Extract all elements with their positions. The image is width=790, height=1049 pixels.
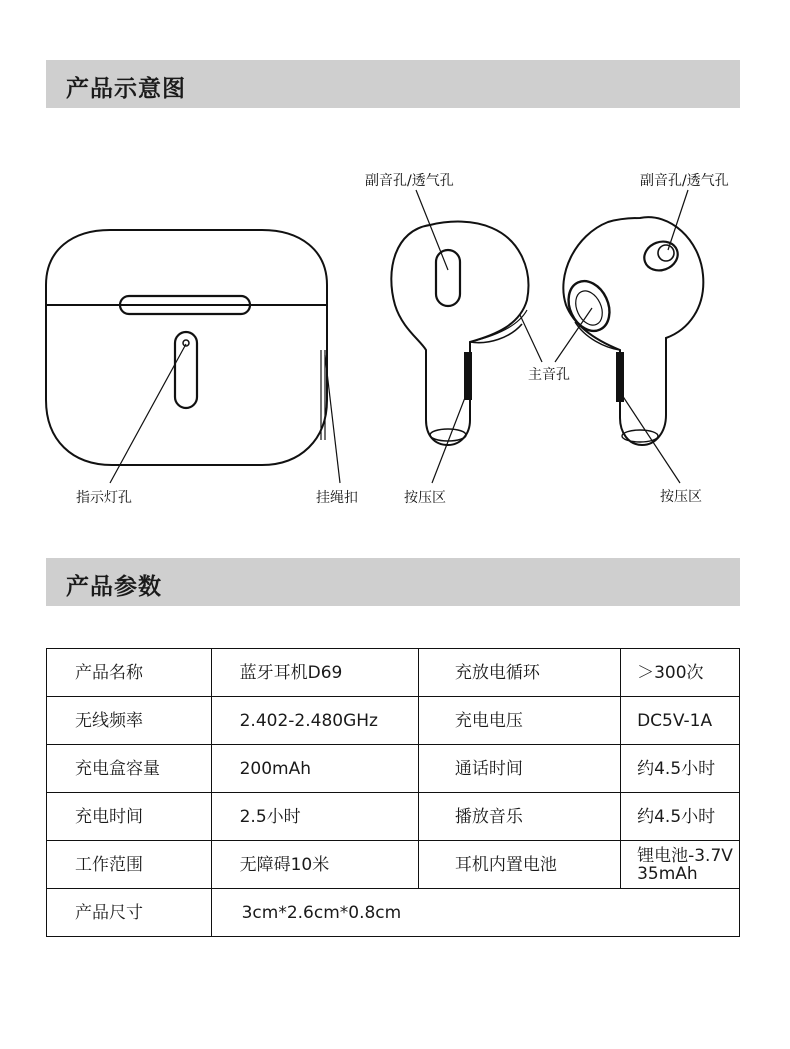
param-key: 工作范围 (47, 841, 212, 889)
main-sound-hole-label: 主音孔 (528, 367, 570, 383)
table-row (47, 889, 740, 937)
battery-spec-line: 锂电池-3.7V (637, 845, 733, 866)
table-row (47, 697, 740, 745)
product-diagram (0, 110, 790, 530)
case-button (175, 332, 197, 408)
diagram-section-header (46, 60, 740, 108)
table-row (47, 745, 740, 793)
battery-spec-line: 35mAh (637, 863, 698, 884)
param-key: 通话时间 (418, 745, 620, 793)
param-value: 2.5小时 (211, 793, 418, 841)
param-key: 充放电循环 (418, 649, 620, 697)
lanyard-buckle-label: 挂绳扣 (316, 490, 358, 506)
param-key: 充电盒容量 (47, 745, 212, 793)
right-press-area-label: 按压区 (660, 489, 702, 505)
param-key: 产品尺寸 (47, 889, 212, 937)
param-key: 耳机内置电池 (418, 841, 620, 889)
diagram-section-title: 产品示意图 (66, 76, 186, 102)
param-value: 蓝牙耳机D69 (211, 649, 418, 697)
table-row (47, 841, 740, 889)
indicator-hole-label: 指示灯孔 (76, 490, 132, 506)
table-row (47, 649, 740, 697)
params-table (46, 648, 740, 937)
right-press-area (616, 352, 624, 402)
right-vent-label: 副音孔/透气孔 (640, 173, 729, 189)
param-key: 充电时间 (47, 793, 212, 841)
param-value: 约4.5小时 (621, 793, 740, 841)
params-section-header (46, 558, 740, 606)
left-vent-hole (436, 250, 460, 306)
left-vent-label: 副音孔/透气孔 (365, 173, 454, 189)
param-value: ＞300次 (621, 649, 740, 697)
param-value: 3cm*2.6cm*0.8cm (211, 889, 739, 937)
param-key: 充电电压 (418, 697, 620, 745)
charging-case (46, 230, 327, 465)
param-key: 无线频率 (47, 697, 212, 745)
params-section-title: 产品参数 (66, 574, 162, 600)
callout-lines (110, 190, 688, 483)
param-key: 播放音乐 (418, 793, 620, 841)
param-value: DC5V-1A (621, 697, 740, 745)
param-key: 产品名称 (47, 649, 212, 697)
right-vent-hole (640, 237, 682, 275)
param-value (621, 841, 740, 889)
left-press-area-label: 按压区 (404, 490, 446, 506)
param-value: 无障碍10米 (211, 841, 418, 889)
main-sound-hole (561, 274, 617, 337)
param-value: 200mAh (211, 745, 418, 793)
param-value: 约4.5小时 (621, 745, 740, 793)
left-press-area (464, 352, 472, 400)
param-value: 2.402-2.480GHz (211, 697, 418, 745)
table-row (47, 793, 740, 841)
